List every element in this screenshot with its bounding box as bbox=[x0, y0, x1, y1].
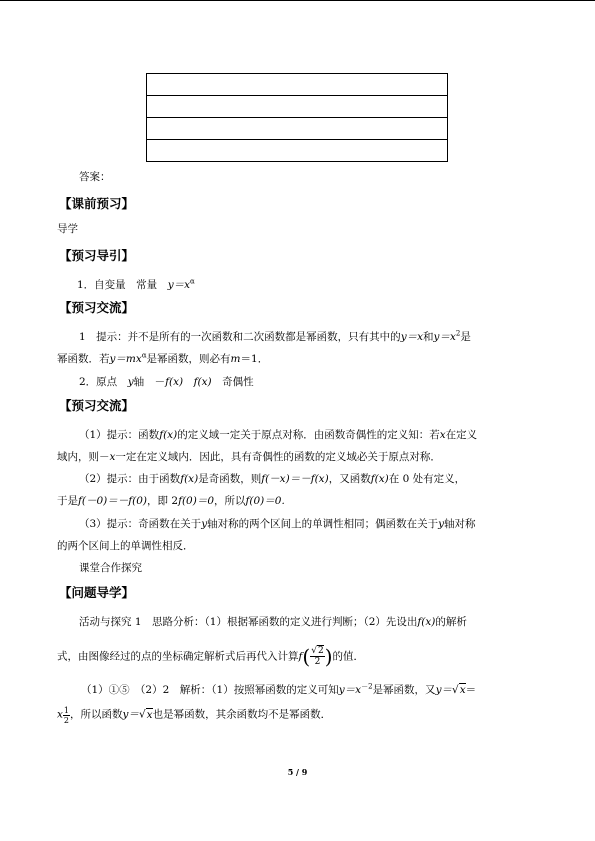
formula: y＝mx bbox=[109, 353, 142, 365]
table-row bbox=[147, 118, 448, 140]
formula: f(x) bbox=[180, 473, 199, 485]
text: 的解析 bbox=[435, 616, 467, 628]
line-10: 的两个区间上的单调性相反． bbox=[57, 540, 194, 552]
text: 幂函数．若 bbox=[57, 353, 110, 365]
superscript: α bbox=[141, 351, 147, 360]
heading-problem-guide: 【问题导学】 bbox=[59, 585, 135, 600]
text: 是幂函数，则必有 bbox=[146, 353, 231, 365]
text: 的定义域一定关于原点对称．由函数奇偶性的定义知：若 bbox=[177, 429, 440, 441]
text: 轴 － bbox=[133, 376, 166, 388]
text: 一定在定义域内．因此，具有奇偶性的函数的定义域必关于原点对称． bbox=[115, 451, 441, 463]
table-row bbox=[147, 140, 448, 162]
text: 2．原点 bbox=[79, 376, 128, 388]
formula: y＝x bbox=[167, 279, 191, 291]
heading-preview-guide: 【预习导引】 bbox=[59, 248, 135, 263]
line-11 bbox=[79, 615, 467, 629]
text: ＝ bbox=[465, 684, 477, 696]
text: 于是 bbox=[57, 495, 78, 507]
line-5 bbox=[79, 428, 477, 442]
formula: f bbox=[298, 650, 303, 663]
text: ，即 2 bbox=[147, 495, 179, 507]
formula: f(x) bbox=[193, 376, 212, 388]
line-1 bbox=[77, 278, 195, 292]
text: ，又函数 bbox=[328, 473, 371, 485]
text: 1 提示：并不是所有的一次函数和二次函数都是幂函数，只有其中的 bbox=[79, 331, 401, 343]
page-number: 5 / 9 bbox=[287, 767, 308, 777]
formula: x bbox=[109, 451, 116, 463]
table-cell[interactable] bbox=[147, 96, 448, 118]
line-13: （1）①⑤ （2）2 解析：（1）按照幂函数的定义可知$y=x^{-2}$是幂函数，又y＝√x＝ bbox=[81, 682, 477, 696]
line-14: x $\frac{1}{2}$ ，所以函数y＝√x也是幂函数，其余函数均不是幂函数． bbox=[57, 706, 332, 725]
table-row bbox=[147, 74, 448, 96]
formula: f(－x)＝－f(x) bbox=[261, 473, 329, 485]
formula: f(x) bbox=[370, 473, 389, 485]
radicand: x bbox=[146, 708, 153, 721]
guide-label: 导学 bbox=[57, 223, 78, 235]
text: 是奇函数，则 bbox=[198, 473, 262, 485]
formula: x bbox=[439, 429, 446, 441]
radicand: x bbox=[459, 684, 466, 696]
formula: f(0)＝0 bbox=[178, 495, 215, 507]
top-rule bbox=[0, 0, 595, 1]
class-explore-label: 课堂合作探究 bbox=[79, 562, 142, 574]
text: （1）提示：函数 bbox=[79, 429, 160, 441]
exponent-fraction bbox=[63, 706, 70, 725]
text: 域内，则－ bbox=[57, 451, 110, 463]
text: 是 bbox=[460, 331, 471, 343]
table-cell[interactable] bbox=[147, 140, 448, 162]
formula: y＝ bbox=[122, 708, 139, 721]
formula: y＝x bbox=[433, 331, 456, 343]
line-4 bbox=[79, 375, 254, 389]
text: 轴对称 bbox=[444, 518, 476, 530]
superscript: α bbox=[190, 277, 195, 286]
text: （2）提示：由于函数 bbox=[79, 473, 181, 485]
text: 在 0 处有定义， bbox=[388, 473, 466, 485]
text: （3）提示：奇函数在关于 bbox=[79, 518, 202, 530]
text: ，所以 bbox=[214, 495, 246, 507]
table-cell[interactable] bbox=[147, 118, 448, 140]
fraction: $\frac{√2}{2}$ bbox=[311, 646, 324, 667]
line-6 bbox=[57, 450, 441, 464]
blank-answer-table bbox=[146, 73, 448, 162]
text: 在定义 bbox=[445, 429, 478, 441]
line-3 bbox=[57, 352, 268, 366]
heading-preview-exchange-2: 【预习交流】 bbox=[59, 398, 135, 413]
text: 和 bbox=[423, 331, 434, 343]
superscript: 2 bbox=[455, 329, 461, 338]
text: 活动与探究 1 思路分析：（1）根据幂函数的定义进行判断；（2）先设出 bbox=[79, 616, 418, 628]
formula: m bbox=[230, 353, 241, 365]
heading-preview-exchange-1: 【预习交流】 bbox=[59, 300, 135, 315]
text: 也是幂函数，其余函数均不是幂函数． bbox=[152, 708, 332, 721]
formula: y bbox=[127, 376, 134, 388]
denominator: 2 bbox=[314, 657, 321, 667]
text: 的值． bbox=[332, 650, 364, 663]
numerator: 2 bbox=[317, 646, 324, 656]
text: ＝1． bbox=[240, 353, 269, 365]
answer-label: 答案： bbox=[79, 171, 111, 183]
table-cell[interactable] bbox=[147, 74, 448, 96]
formula: x bbox=[57, 708, 63, 721]
line-8 bbox=[57, 494, 285, 508]
formula: f(x) bbox=[417, 616, 436, 628]
formula: f(0)＝0. bbox=[245, 495, 285, 507]
formula: f(x) bbox=[165, 376, 184, 388]
line-2 bbox=[79, 330, 471, 344]
line-12: 式，由图像经过的点的坐标确定解析式后再代入计算f( $\frac{√2}{2}$ )的值． bbox=[57, 644, 364, 669]
numerator: 1 bbox=[63, 706, 70, 715]
heading-pre-class: 【课前预习】 bbox=[59, 196, 135, 211]
text: 1．自变量 常量 bbox=[77, 279, 168, 291]
text: 轴对称的两个区间上的单调性相同；偶函数在关于 bbox=[207, 518, 439, 530]
formula: f(x) bbox=[159, 429, 178, 441]
formula: y＝ bbox=[435, 684, 452, 696]
superscript: －2 bbox=[361, 682, 373, 691]
text: 是幂函数，又 bbox=[372, 684, 436, 696]
formula: f(－0)＝－f(0) bbox=[78, 495, 148, 507]
text: 奇偶性 bbox=[222, 376, 254, 388]
line-9 bbox=[79, 517, 476, 531]
denominator: 2 bbox=[63, 716, 70, 725]
formula: y＝x bbox=[338, 684, 362, 696]
formula: y bbox=[438, 518, 445, 530]
formula: y bbox=[201, 518, 208, 530]
table-row bbox=[147, 96, 448, 118]
formula: y＝x bbox=[400, 331, 424, 343]
line-7 bbox=[79, 472, 465, 486]
text: 式，由图像经过的点的坐标确定解析式后再代入计算 bbox=[57, 650, 299, 663]
text: （1）①⑤ （2）2 解析：（1）按照幂函数的定义可知 bbox=[81, 684, 339, 696]
text: ，所以函数 bbox=[70, 708, 123, 721]
